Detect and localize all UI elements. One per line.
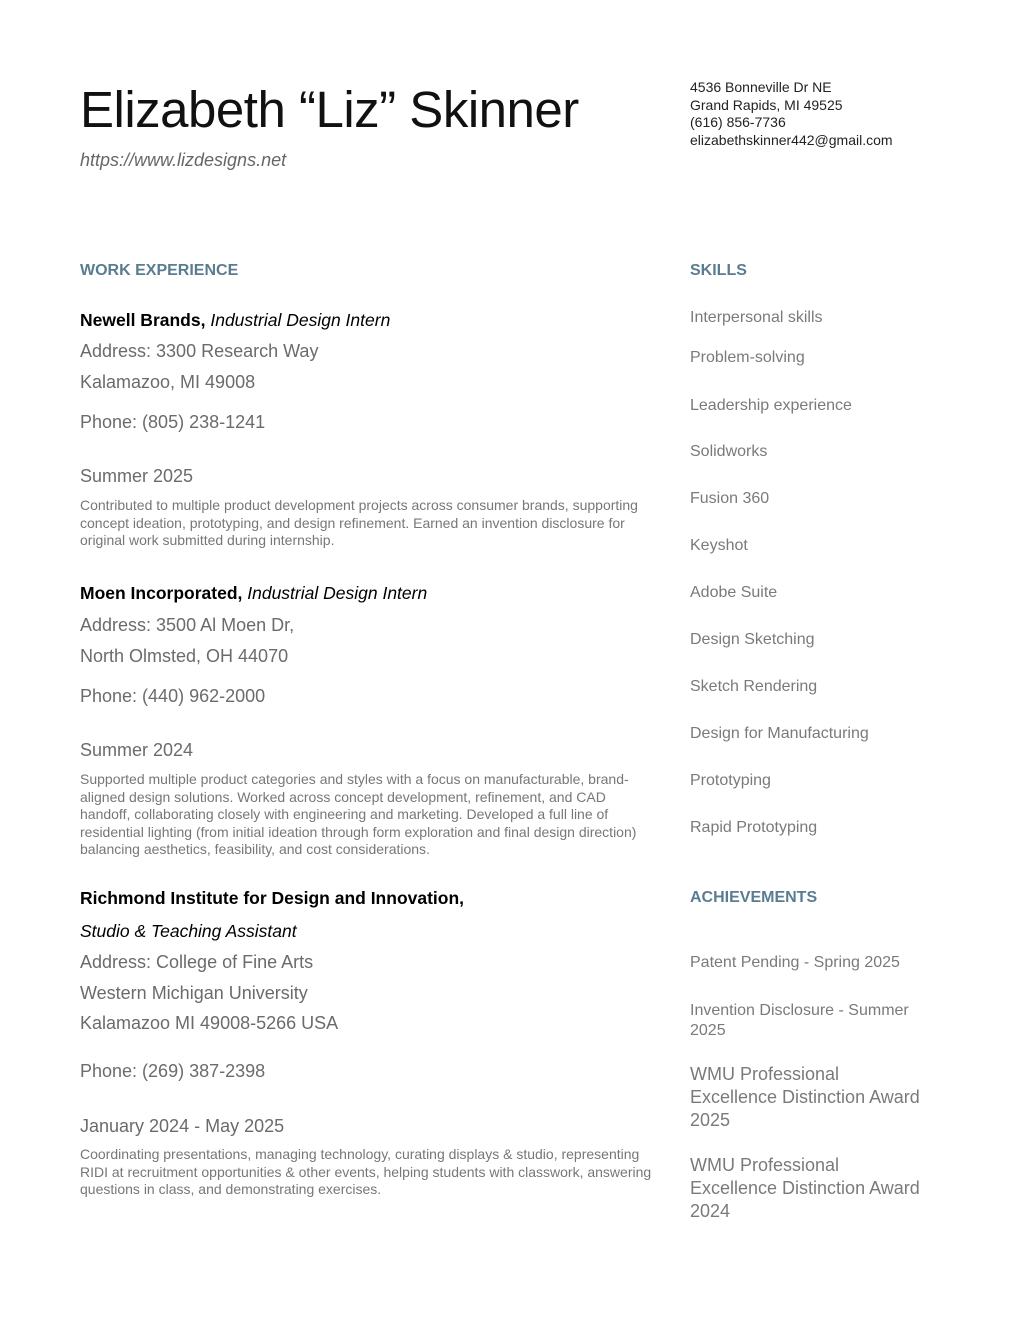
job-company: Newell Brands, — [80, 310, 206, 330]
contact-street: 4536 Bonneville Dr NE — [690, 79, 832, 95]
skill-item: Prototyping — [690, 772, 771, 789]
job-title: Industrial Design Intern — [210, 310, 391, 330]
website-link[interactable]: https://www.lizdesigns.net — [80, 150, 287, 170]
job-address-line: Kalamazoo MI 49008-5266 USA — [80, 1013, 339, 1033]
skill-item: Design Sketching — [690, 631, 815, 648]
achievement-item: Invention Disclosure - Summer 2025 — [690, 1002, 909, 1039]
job-address-line: Kalamazoo, MI 49008 — [80, 372, 256, 392]
skill-item: Design for Manufacturing — [690, 725, 869, 742]
job-company-title — [80, 583, 427, 604]
job-company-title — [80, 310, 390, 331]
job-phone: Phone: (440) 962-2000 — [80, 686, 266, 706]
contact-city: Grand Rapids, MI 49525 — [690, 96, 843, 113]
job-dates: Summer 2025 — [80, 466, 194, 486]
job-company: Richmond Institute for Design and Innovation, — [80, 888, 465, 908]
skill-item: Rapid Prototyping — [690, 819, 818, 836]
job-dates: Summer 2024 — [80, 740, 194, 760]
job-phone: Phone: (805) 238-1241 — [80, 412, 266, 432]
skill-item: Solidworks — [690, 443, 768, 460]
job-address-line: Western Michigan University — [80, 983, 308, 1003]
contact-phone: (616) 856-7736 — [690, 114, 786, 131]
skill-item: Leadership experience — [690, 397, 852, 414]
job-title: Industrial Design Intern — [247, 583, 428, 603]
skill-item: Sketch Rendering — [690, 678, 818, 695]
achievements-heading: ACHIEVEMENTS — [690, 889, 818, 906]
job-description: Supported multiple product categories and styles with a focus on manufacturable, brand-aligned design solutions. Worked across concept development, refinement, and CAD handoff, collaborating closely with engineering and marketing. Developed a full line of residential lighting (from initial ideation through form exploration and final design direction) balancing aesthetics, feasibility, and cost considerations. — [80, 771, 637, 858]
work-experience-heading: WORK EXPERIENCE — [80, 262, 239, 279]
job-address-line: North Olmsted, OH 44070 — [80, 646, 289, 666]
skill-item: Fusion 360 — [690, 490, 770, 507]
skill-item: Keyshot — [690, 537, 748, 554]
contact-email[interactable]: elizabethskinner442@gmail.com — [690, 132, 893, 149]
achievement-item: WMU Professional Excellence Distinction Award 2024 — [690, 1155, 920, 1221]
skill-item: Problem-solving — [690, 349, 805, 366]
job-dates: January 2024 - May 2025 — [80, 1116, 285, 1136]
job-phone: Phone: (269) 387-2398 — [80, 1061, 266, 1081]
job-description: Contributed to multiple product development projects across consumer brands, supporting concept ideation, prototyping, and design refinement. Earned an invention disclosure for original work submitted during internship. — [80, 497, 638, 549]
skill-item: Adobe Suite — [690, 584, 778, 601]
job-description: Coordinating presentations, managing technology, curating displays & studio, representing RIDI at recruitment opportunities & other events, helping students with classwork, answering questions in class, and demonstrating exercises. — [80, 1146, 652, 1198]
achievement-item: WMU Professional Excellence Distinction Award 2025 — [690, 1064, 920, 1130]
skill-item: Interpersonal skills — [690, 309, 823, 326]
job-company: Moen Incorporated, — [80, 583, 243, 603]
resume-name: Elizabeth “Liz” Skinner — [80, 81, 579, 138]
contact-block — [690, 79, 893, 150]
job-address-line: Address: College of Fine Arts — [80, 952, 314, 972]
achievement-item: Patent Pending - Spring 2025 — [690, 954, 900, 971]
skills-heading: SKILLS — [690, 262, 747, 279]
job-address-line: Address: 3300 Research Way — [80, 341, 319, 361]
job-address-line: Address: 3500 Al Moen Dr, — [80, 615, 295, 635]
job-title: Studio & Teaching Assistant — [80, 921, 297, 941]
